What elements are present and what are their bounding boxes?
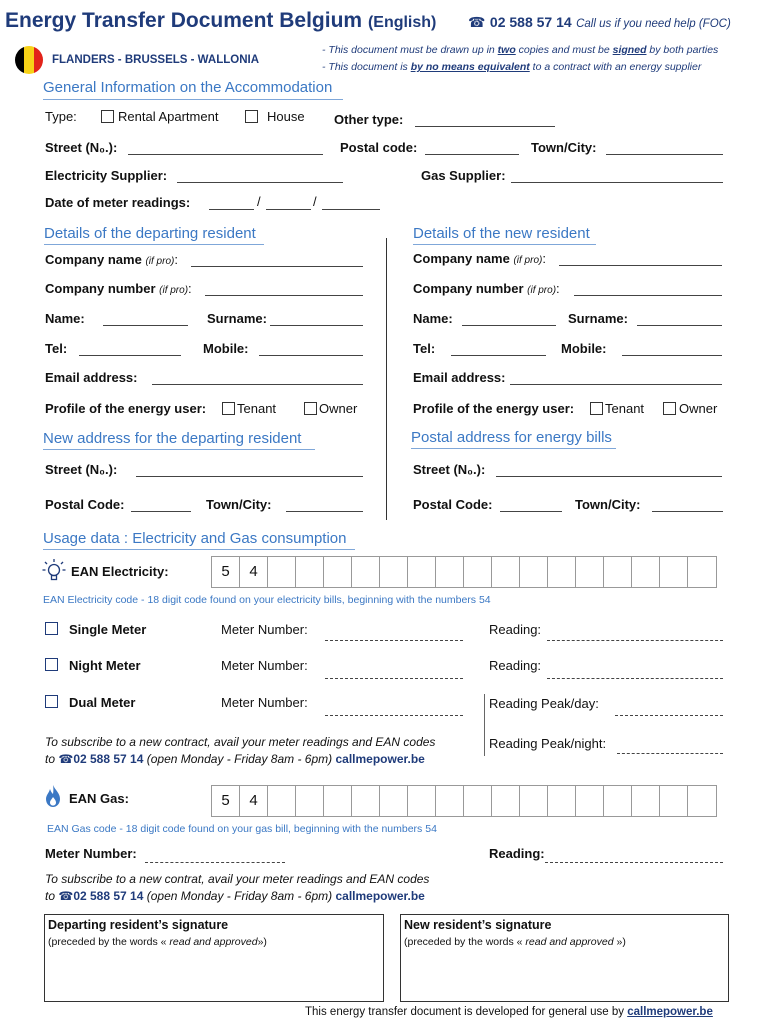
street-label: Street (N₀.): xyxy=(45,140,118,155)
ean-gas-digit-cell[interactable] xyxy=(296,786,324,816)
ean-gas-digit-cell[interactable] xyxy=(604,786,632,816)
postal-code-field[interactable] xyxy=(425,154,519,155)
new-bill-postal-label: Postal Code: xyxy=(413,497,493,512)
phone-icon: ☎ xyxy=(58,752,74,766)
dep-surname-field[interactable] xyxy=(270,325,363,326)
other-type-label: Other type: xyxy=(334,112,404,127)
new-email-field[interactable] xyxy=(510,384,722,385)
dep-mobile-field[interactable] xyxy=(259,355,363,356)
ean-gas-digit-cell[interactable] xyxy=(548,786,576,816)
new-owner-checkbox[interactable] xyxy=(663,402,676,415)
ean-gas-help: EAN Gas code - 18 digit code found on your gas bill, beginning with the numbers 54 xyxy=(47,823,437,835)
ean-gas-digit-cell[interactable] xyxy=(660,786,688,816)
new-bill-town-field[interactable] xyxy=(652,511,723,512)
night-meter-number-label: Meter Number: xyxy=(221,658,308,673)
dep-company-number-field[interactable] xyxy=(205,295,363,296)
lightbulb-icon xyxy=(42,558,66,584)
new-signature-title: New resident’s signature xyxy=(404,918,552,932)
note-not-contract: - This document is by no means equivalent to a contract with an energy supplier xyxy=(322,61,702,73)
dual-meter-number-field[interactable] xyxy=(325,715,463,716)
ean-gas-digit-cell[interactable] xyxy=(576,786,604,816)
dep-owner-checkbox[interactable] xyxy=(304,402,317,415)
ean-gas-digit-cell[interactable] xyxy=(380,786,408,816)
dep-surname-label: Surname: xyxy=(207,311,267,326)
new-profile-label: Profile of the energy user: xyxy=(413,401,575,416)
dep-company-name-field[interactable] xyxy=(191,266,363,267)
dual-meter-number-label: Meter Number: xyxy=(221,695,308,710)
help-call-text: Call us if you need help (FOC) xyxy=(576,18,731,30)
new-surname-label: Surname: xyxy=(568,311,628,326)
electricity-supplier-label: Electricity Supplier: xyxy=(45,168,168,183)
ean-electricity-digit-cell[interactable] xyxy=(660,557,688,587)
title-language: (English) xyxy=(367,14,437,31)
subscribe-info-2: To subscribe to a new contrat, avail your meter readings and EAN codes xyxy=(45,872,430,886)
dep-new-town-field[interactable] xyxy=(286,511,363,512)
dep-name-field[interactable] xyxy=(103,325,188,326)
peak-day-label: Reading Peak/day: xyxy=(489,696,599,711)
ean-gas-digit-cell[interactable] xyxy=(492,786,520,816)
ean-electricity-digit-cell[interactable] xyxy=(436,557,464,587)
dep-email-field[interactable] xyxy=(152,384,363,385)
phone-icon: ☎ xyxy=(58,889,74,903)
ean-gas-digit-cell[interactable]: 4 xyxy=(240,786,268,816)
ean-gas-digit-cell[interactable] xyxy=(352,786,380,816)
callmepower-link-2[interactable]: callmepower.be xyxy=(335,889,425,903)
house-checkbox[interactable] xyxy=(245,110,258,123)
section-new-resident-heading: Details of the new resident xyxy=(413,225,590,242)
ean-electricity-digit-cell[interactable] xyxy=(268,557,296,587)
document-title xyxy=(5,9,436,33)
new-signature-instruction: (preceded by the words « read and approved ») xyxy=(404,936,626,948)
new-name-label: Name: xyxy=(413,311,453,326)
new-mobile-label: Mobile: xyxy=(561,341,607,356)
departing-signature-box[interactable] xyxy=(44,914,384,1002)
night-meter-label: Night Meter xyxy=(69,658,141,673)
street-field[interactable] xyxy=(128,154,323,155)
section-new-resident-underline xyxy=(413,244,596,245)
gas-supplier-label: Gas Supplier: xyxy=(421,168,506,183)
new-company-number-field[interactable] xyxy=(574,295,722,296)
section-usage-underline xyxy=(43,549,355,550)
help-phone-number: 02 588 57 14 xyxy=(489,14,572,30)
ean-electricity-label: EAN Electricity: xyxy=(71,564,169,579)
new-bill-street-field[interactable] xyxy=(496,476,722,477)
new-bill-street-label: Street (N₀.): xyxy=(413,462,486,477)
dep-email-label: Email address: xyxy=(45,370,138,385)
rental-apartment-label: Rental Apartment xyxy=(118,109,219,124)
ean-gas-digit-cell[interactable] xyxy=(436,786,464,816)
dep-tenant-checkbox[interactable] xyxy=(222,402,235,415)
dep-tel-label: Tel: xyxy=(45,341,68,356)
section-postal-address-heading: Postal address for energy bills xyxy=(411,429,612,446)
peak-night-label: Reading Peak/night: xyxy=(489,736,607,751)
peak-night-field[interactable] xyxy=(617,753,723,754)
help-phone xyxy=(468,14,731,32)
electricity-supplier-field[interactable] xyxy=(177,182,343,183)
ean-gas-digit-cell[interactable] xyxy=(324,786,352,816)
ean-electricity-grid[interactable] xyxy=(211,556,717,588)
dep-owner-label: Owner xyxy=(319,401,358,416)
ean-electricity-digit-cell[interactable] xyxy=(408,557,436,587)
gas-reading-label: Reading: xyxy=(489,846,545,861)
ean-electricity-help: EAN Electricity code - 18 digit code found on your electricity bills, beginning with the numbers 54 xyxy=(43,594,491,606)
dep-new-street-field[interactable] xyxy=(136,476,363,477)
ean-electricity-digit-cell[interactable] xyxy=(604,557,632,587)
new-company-name-label: Company name (if pro): xyxy=(413,251,546,266)
postal-code-label: Postal code: xyxy=(340,140,418,155)
dep-name-label: Name: xyxy=(45,311,85,326)
dep-new-postal-label: Postal Code: xyxy=(45,497,125,512)
single-reading-label: Reading: xyxy=(489,622,542,637)
ean-electricity-digit-cell[interactable] xyxy=(520,557,548,587)
gas-supplier-field[interactable] xyxy=(511,182,723,183)
dep-new-postal-field[interactable] xyxy=(131,511,191,512)
ean-electricity-digit-cell[interactable] xyxy=(688,557,716,587)
house-label: House xyxy=(267,109,305,124)
new-name-field[interactable] xyxy=(462,325,556,326)
footer-text: This energy transfer document is developed for general use by xyxy=(305,1006,624,1018)
new-email-label: Email address: xyxy=(413,370,506,385)
single-meter-number-label: Meter Number: xyxy=(221,622,308,637)
dep-company-name-label: Company name (if pro): xyxy=(45,252,178,267)
new-tenant-label: Tenant xyxy=(605,401,645,416)
ean-gas-grid[interactable] xyxy=(211,785,717,817)
town-label: Town/City: xyxy=(531,140,597,155)
new-mobile-field[interactable] xyxy=(622,355,722,356)
ean-electricity-digit-cell[interactable]: 5 xyxy=(212,557,240,587)
section-departing-heading: Details of the departing resident xyxy=(44,225,256,242)
flame-icon xyxy=(44,784,62,808)
ean-gas-digit-cell[interactable] xyxy=(408,786,436,816)
date-slash-2: / xyxy=(313,194,317,209)
dual-meter-label: Dual Meter xyxy=(69,695,136,710)
column-divider xyxy=(386,238,387,520)
type-label: Type: xyxy=(45,109,77,124)
gas-meter-number-field[interactable] xyxy=(145,862,285,863)
ean-electricity-digit-cell[interactable] xyxy=(352,557,380,587)
meter-date-label: Date of meter readings: xyxy=(45,195,191,210)
gas-meter-number-label: Meter Number: xyxy=(45,846,137,861)
night-meter-number-field[interactable] xyxy=(325,678,463,679)
ean-electricity-digit-cell[interactable] xyxy=(296,557,324,587)
town-field[interactable] xyxy=(606,154,723,155)
ean-electricity-digit-cell[interactable] xyxy=(380,557,408,587)
date-slash-1: / xyxy=(257,194,261,209)
new-bill-postal-field[interactable] xyxy=(500,511,562,512)
single-reading-field[interactable] xyxy=(547,640,723,641)
dual-meter-checkbox[interactable] xyxy=(45,695,58,708)
ean-electricity-digit-cell[interactable] xyxy=(632,557,660,587)
new-surname-field[interactable] xyxy=(637,325,722,326)
phone-icon: ☎ xyxy=(468,14,486,30)
section-general-heading: General Information on the Accommodation xyxy=(43,79,333,96)
new-tenant-checkbox[interactable] xyxy=(590,402,603,415)
meter-date-year-field[interactable] xyxy=(322,209,380,210)
single-meter-number-field[interactable] xyxy=(325,640,463,641)
subscribe-contact-1: to ☎02 588 57 14 (open Monday - Friday 8am - 6pm) callmepower.be xyxy=(45,752,425,766)
callmepower-link-1[interactable]: callmepower.be xyxy=(335,752,425,766)
belgium-flag-icon xyxy=(14,45,44,75)
ean-gas-digit-cell[interactable] xyxy=(688,786,716,816)
dep-new-town-label: Town/City: xyxy=(206,497,272,512)
section-general-underline xyxy=(43,99,343,100)
night-meter-checkbox[interactable] xyxy=(45,658,58,671)
single-meter-checkbox[interactable] xyxy=(45,622,58,635)
section-postal-address-underline xyxy=(411,448,616,449)
new-tel-label: Tel: xyxy=(413,341,436,356)
night-reading-label: Reading: xyxy=(489,658,542,673)
dep-mobile-label: Mobile: xyxy=(203,341,249,356)
new-bill-town-label: Town/City: xyxy=(575,497,641,512)
new-company-number-label: Company number (if pro): xyxy=(413,281,560,296)
dep-tenant-label: Tenant xyxy=(237,401,277,416)
footer xyxy=(305,1006,713,1018)
ean-electricity-digit-cell[interactable] xyxy=(324,557,352,587)
section-new-address-heading: New address for the departing resident xyxy=(43,430,302,447)
section-usage-heading: Usage data : Electricity and Gas consumption xyxy=(43,530,347,547)
gas-reading-field[interactable] xyxy=(545,862,723,863)
departing-signature-title: Departing resident’s signature xyxy=(48,918,229,932)
ean-electricity-digit-cell[interactable] xyxy=(464,557,492,587)
meter-date-day-field[interactable] xyxy=(209,209,254,210)
peak-day-field[interactable] xyxy=(615,715,723,716)
ean-gas-digit-cell[interactable]: 5 xyxy=(212,786,240,816)
ean-electricity-digit-cell[interactable]: 4 xyxy=(240,557,268,587)
ean-electricity-digit-cell[interactable] xyxy=(492,557,520,587)
ean-electricity-digit-cell[interactable] xyxy=(576,557,604,587)
note-copies: - This document must be drawn up in two copies and must be signed by both parties xyxy=(322,44,719,56)
section-departing-underline xyxy=(44,244,264,245)
ean-gas-digit-cell[interactable] xyxy=(464,786,492,816)
night-reading-field[interactable] xyxy=(547,678,723,679)
ean-gas-digit-cell[interactable] xyxy=(520,786,548,816)
dual-bracket xyxy=(484,694,485,756)
regions-text: FLANDERS - BRUSSELS - WALLONIA xyxy=(52,54,259,66)
subscribe-contact-2: to ☎02 588 57 14 (open Monday - Friday 8am - 6pm) callmepower.be xyxy=(45,889,425,903)
new-company-name-field[interactable] xyxy=(559,265,722,266)
rental-apartment-checkbox[interactable] xyxy=(101,110,114,123)
dep-new-street-label: Street (N₀.): xyxy=(45,462,118,477)
new-owner-label: Owner xyxy=(679,401,718,416)
new-signature-box[interactable] xyxy=(400,914,729,1002)
ean-electricity-digit-cell[interactable] xyxy=(548,557,576,587)
meter-date-month-field[interactable] xyxy=(266,209,311,210)
new-tel-field[interactable] xyxy=(451,355,546,356)
ean-gas-digit-cell[interactable] xyxy=(632,786,660,816)
dep-profile-label: Profile of the energy user: xyxy=(45,401,207,416)
ean-gas-digit-cell[interactable] xyxy=(268,786,296,816)
section-new-address-underline xyxy=(43,449,315,450)
ean-gas-label: EAN Gas: xyxy=(69,791,129,806)
footer-link[interactable]: callmepower.be xyxy=(627,1006,713,1018)
title-text: Energy Transfer Document Belgium xyxy=(5,9,363,32)
dep-tel-field[interactable] xyxy=(79,355,181,356)
dep-company-number-label: Company number (if pro): xyxy=(45,281,192,296)
single-meter-label: Single Meter xyxy=(69,622,147,637)
subscribe-info-1: To subscribe to a new contract, avail your meter readings and EAN codes xyxy=(45,735,436,749)
departing-signature-instruction: (preceded by the words « read and approved») xyxy=(48,936,267,948)
other-type-field[interactable] xyxy=(415,126,555,127)
